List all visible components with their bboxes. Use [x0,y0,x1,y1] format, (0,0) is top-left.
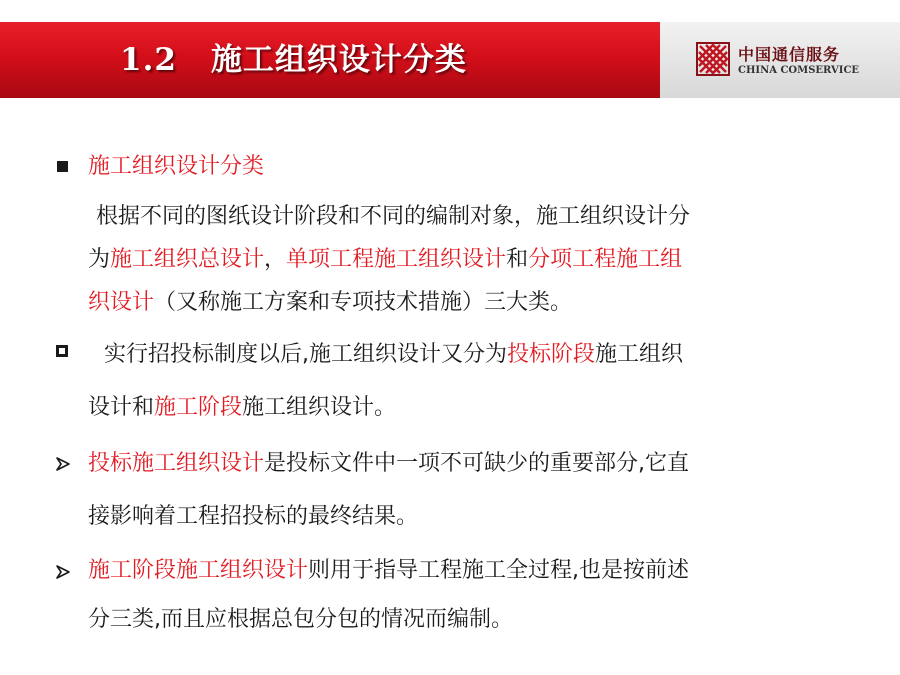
p2-text: 实行招投标制度以后,施工组织设计又分为 [104,342,507,367]
p1-text: 和 [506,247,529,272]
p4-line1 [88,556,689,586]
logo-text-cn: 中国通信服务 [738,45,841,64]
arrow-bullet-icon [55,564,71,580]
p2-highlight-bid: 投标阶段 [507,342,596,367]
logo-text-en: CHINA COMSERVICE [738,65,860,76]
p1-text: ， [264,247,287,272]
p4-text: 则用于指导工程施工全过程,也是按前述 [308,558,690,583]
p2-text: 施工组织 [595,342,684,367]
p4-line2: 分三类,而且应根据总包分包的情况而编制。 [88,607,513,632]
p2-line1 [104,340,683,370]
arrow-bullet-icon [55,456,71,472]
p3-line2: 接影响着工程招投标的最终结果。 [88,504,419,529]
p2-line2 [88,393,396,423]
p1-line1: 根据不同的图纸设计阶段和不同的编制对象，施工组织设计分 [96,204,691,229]
p3-text: 是投标文件中一项不可缺少的重要部分,它直 [264,451,690,476]
p1-line2 [88,245,682,275]
section-title: 施工组织设计分类 [210,42,467,78]
p4-highlight: 施工阶段施工组织设计 [88,558,309,583]
p2-text: 施工组织设计。 [242,395,397,420]
p1-highlight-unit: 单项工程施工组织设计 [286,247,507,272]
p2-text: 设计和 [88,395,155,420]
p1-text: 为 [88,247,111,272]
p1-highlight-subitem-end: 织设计 [88,290,155,315]
square-bullet-icon [57,161,68,172]
section-number: 1.2 [120,42,177,78]
content-heading: 施工组织设计分类 [88,154,265,179]
p1-highlight-general: 施工组织总设计 [110,247,265,272]
hollow-square-bullet-icon [56,345,68,357]
p3-line1 [88,449,689,479]
p1-line3 [88,288,572,318]
p3-highlight: 投标施工组织设计 [88,451,265,476]
p2-highlight-construction: 施工阶段 [154,395,243,420]
p1-highlight-subitem: 分项工程施工组 [528,247,683,272]
p1-text: （又称施工方案和专项技术措施）三大类。 [154,290,573,315]
